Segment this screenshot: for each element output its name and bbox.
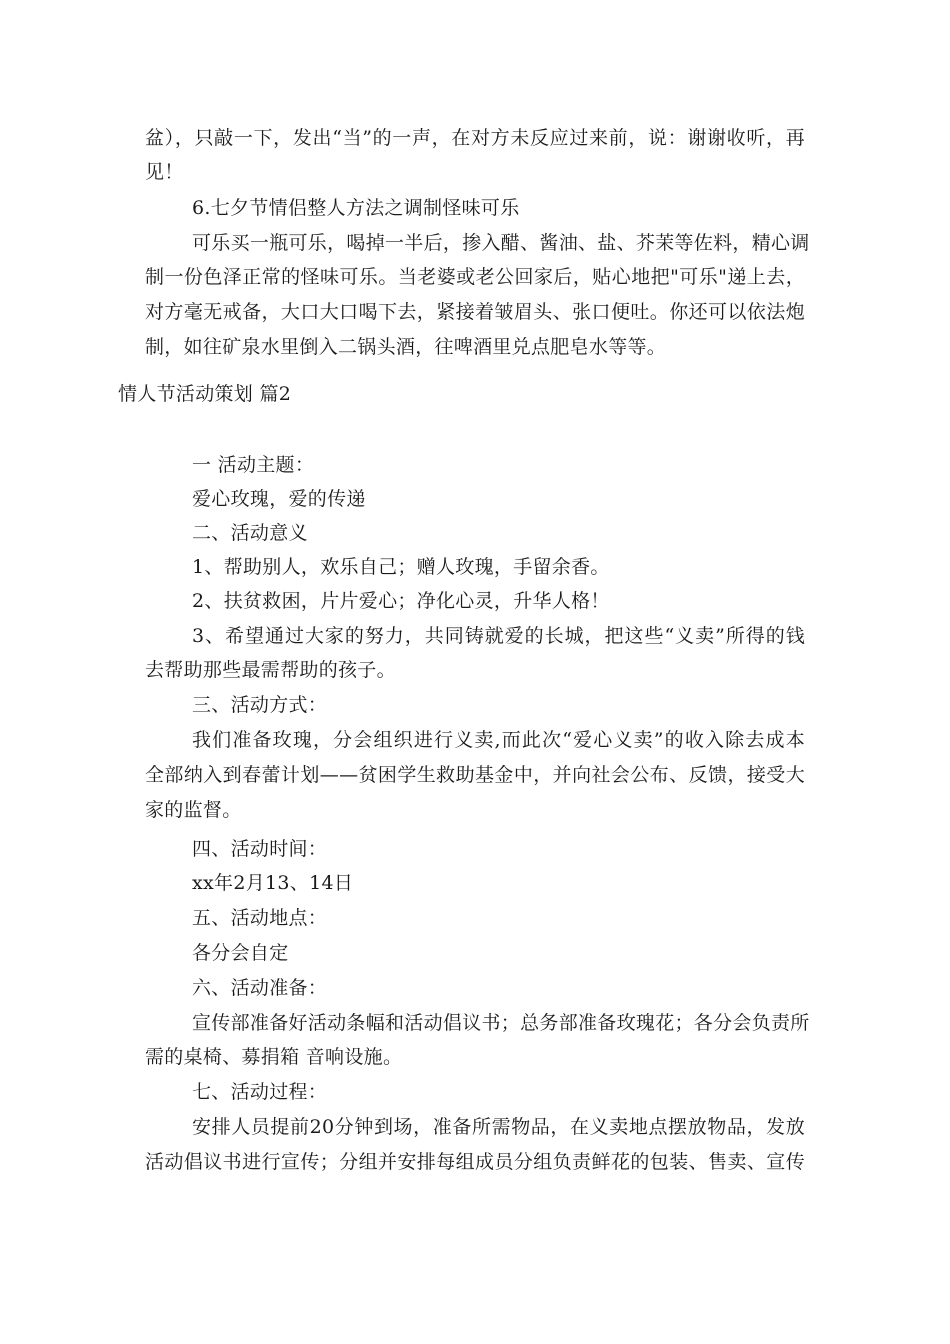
section-heading: 四、活动时间：: [192, 838, 328, 860]
section-heading: 一 活动主题：: [192, 454, 315, 476]
section-heading: 五、活动地点：: [192, 907, 328, 929]
article-title: 情人节活动策划 篇2: [118, 383, 292, 405]
section-heading: 三、活动方式：: [192, 694, 328, 716]
paragraph-line: 盆），只敲一下，发出“当”的一声，在对方未反应过来前，说：谢谢收听，再: [145, 127, 805, 149]
paragraph-line: 活动倡议书进行宣传；分组并安排每组成员分组负责鲜花的包装、售卖、宣传: [145, 1151, 805, 1173]
paragraph-line: 制，如往矿泉水里倒入二锅头酒，往啤酒里兑点肥皂水等等。: [145, 336, 667, 358]
list-item: 1、帮助别人，欢乐自己；赠人玫瑰，手留余香。: [192, 556, 610, 578]
paragraph-line: 需的桌椅、募捐箱 音响设施。: [145, 1046, 403, 1068]
section-heading: 6.七夕节情侣整人方法之调制怪味可乐: [192, 197, 520, 219]
section-heading: 六、活动准备：: [192, 977, 328, 999]
paragraph-line: 全部纳入到春蕾计划——贫困学生救助基金中，并向社会公布、反馈，接受大: [145, 764, 805, 786]
paragraph-line: 去帮助那些最需帮助的孩子。: [145, 659, 396, 681]
section-heading: 七、活动过程：: [192, 1081, 328, 1103]
paragraph-line: 宣传部准备好活动条幅和活动倡议书；总务部准备玫瑰花；各分会负责所: [192, 1012, 810, 1034]
paragraph-line: 家的监督。: [145, 799, 242, 821]
section-heading: 二、活动意义: [192, 522, 308, 544]
list-item: 2、扶贫救困，片片爱心；净化心灵，升华人格！: [192, 590, 610, 612]
paragraph-line: 可乐买一瓶可乐，喝掉一半后，掺入醋、酱油、盐、芥茉等佐料，精心调: [192, 232, 810, 254]
paragraph-line: 制一份色泽正常的怪味可乐。当老婆或老公回家后，贴心地把"可乐"递上去，: [145, 266, 805, 288]
paragraph-line: 我们准备玫瑰，分会组织进行义卖,而此次“爱心义卖”的收入除去成本: [192, 729, 805, 751]
paragraph-line: 爱心玫瑰，爱的传递: [192, 488, 366, 510]
paragraph-line: xx年2月13、14日: [192, 872, 354, 894]
paragraph-line: 安排人员提前20分钟到场，准备所需物品，在义卖地点摆放物品，发放: [192, 1116, 805, 1138]
paragraph-line: 各分会自定: [192, 942, 289, 964]
paragraph-line: 对方毫无戒备，大口大口喝下去，紧接着皱眉头、张口便吐。你还可以依法炮: [145, 301, 805, 323]
paragraph-line: 见！: [145, 161, 184, 183]
list-item: 3、希望通过大家的努力，共同铸就爱的长城，把这些“义卖”所得的钱: [192, 625, 805, 647]
